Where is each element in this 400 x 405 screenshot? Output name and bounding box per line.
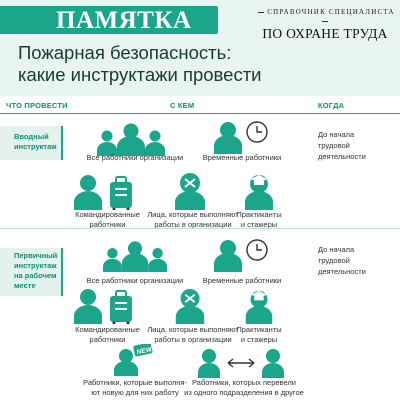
item-label: Временные работники bbox=[202, 276, 282, 285]
person-graduation-icon bbox=[242, 288, 276, 324]
label-line: Лица, которые выполняют bbox=[147, 210, 239, 219]
person-tools-icon bbox=[172, 172, 208, 210]
tab-line: инструктаж bbox=[14, 142, 57, 151]
label-line: работы в организации bbox=[154, 219, 232, 229]
tab-line: Первичный bbox=[14, 251, 58, 260]
label-line: и стажеры bbox=[240, 334, 278, 344]
label-line: Практиканты bbox=[236, 325, 282, 334]
when-line: До начала bbox=[318, 245, 355, 254]
label-line: работы в организации bbox=[154, 334, 232, 344]
person-transfer-icon bbox=[198, 348, 284, 378]
label-line: из одного подразделения в другое bbox=[184, 387, 304, 397]
person-luggage-icon bbox=[74, 174, 136, 210]
label-line: работники bbox=[89, 219, 126, 229]
label-line: работники bbox=[89, 334, 126, 344]
brand-top-text: СПРАВОЧНИК СПЕЦИАЛИСТА bbox=[267, 8, 395, 16]
item-label bbox=[80, 378, 190, 397]
when-line: деятельности bbox=[318, 152, 366, 161]
brand-top-line bbox=[255, 8, 395, 26]
memo-banner bbox=[0, 6, 218, 34]
when-line: деятельности bbox=[318, 267, 366, 276]
memo-title: ПАМЯТКА bbox=[56, 7, 192, 34]
column-divider bbox=[0, 113, 400, 114]
tab-line: на рабочем bbox=[14, 271, 57, 280]
item-label: Все работники организации bbox=[86, 153, 184, 162]
new-badge-text: NEW bbox=[136, 346, 153, 357]
label-line: Практиканты bbox=[236, 210, 282, 219]
item-label bbox=[222, 325, 296, 344]
when-text-primary bbox=[318, 244, 366, 277]
column-when: КОГДА bbox=[318, 101, 345, 110]
brand-dash-right bbox=[322, 21, 328, 22]
section-separator bbox=[0, 228, 400, 229]
group-icon bbox=[96, 122, 166, 156]
person-new-icon bbox=[110, 344, 154, 376]
when-text-intro bbox=[318, 129, 366, 162]
item-label bbox=[222, 210, 296, 229]
when-line: трудовой bbox=[318, 256, 350, 265]
column-with-whom: С КЕМ bbox=[170, 101, 195, 110]
title-line-1: Пожарная безопасность: bbox=[18, 42, 232, 63]
person-clock-icon bbox=[214, 238, 270, 272]
person-tools-icon bbox=[172, 288, 208, 324]
person-graduation-icon bbox=[242, 172, 276, 210]
item-label: Временные работники bbox=[202, 153, 282, 162]
group-icon bbox=[100, 240, 170, 272]
brand-main-text: ПО ОХРАНЕ ТРУДА bbox=[262, 26, 388, 41]
brand-dash-left bbox=[258, 12, 264, 13]
brand-logo bbox=[255, 8, 395, 41]
label-line: ют новую для них работу bbox=[91, 387, 179, 397]
title-line-2: какие инструктажи провести bbox=[18, 64, 262, 85]
when-line: трудовой bbox=[318, 141, 350, 150]
label-line: Командированные bbox=[75, 210, 140, 219]
section-tab-intro bbox=[0, 126, 63, 160]
item-label: Все работники организации bbox=[86, 276, 184, 285]
item-label bbox=[182, 378, 306, 397]
person-clock-icon bbox=[214, 120, 270, 154]
label-line: Работники, которые выполня- bbox=[83, 378, 187, 387]
section-tab-primary bbox=[0, 248, 63, 296]
tab-line: месте bbox=[14, 281, 36, 290]
tab-line: Вводный bbox=[14, 132, 49, 141]
when-line: До начала bbox=[318, 130, 355, 139]
label-line: Лица, которые выполняют bbox=[147, 325, 239, 334]
page-title bbox=[18, 42, 262, 86]
label-line: и стажеры bbox=[240, 219, 278, 229]
tab-line: инструктаж bbox=[14, 261, 57, 270]
label-line: Работники, которых перевели bbox=[192, 378, 296, 387]
column-what: ЧТО ПРОВЕСТИ bbox=[6, 101, 68, 110]
label-line: Командированные bbox=[75, 325, 140, 334]
person-luggage-icon bbox=[74, 288, 136, 324]
